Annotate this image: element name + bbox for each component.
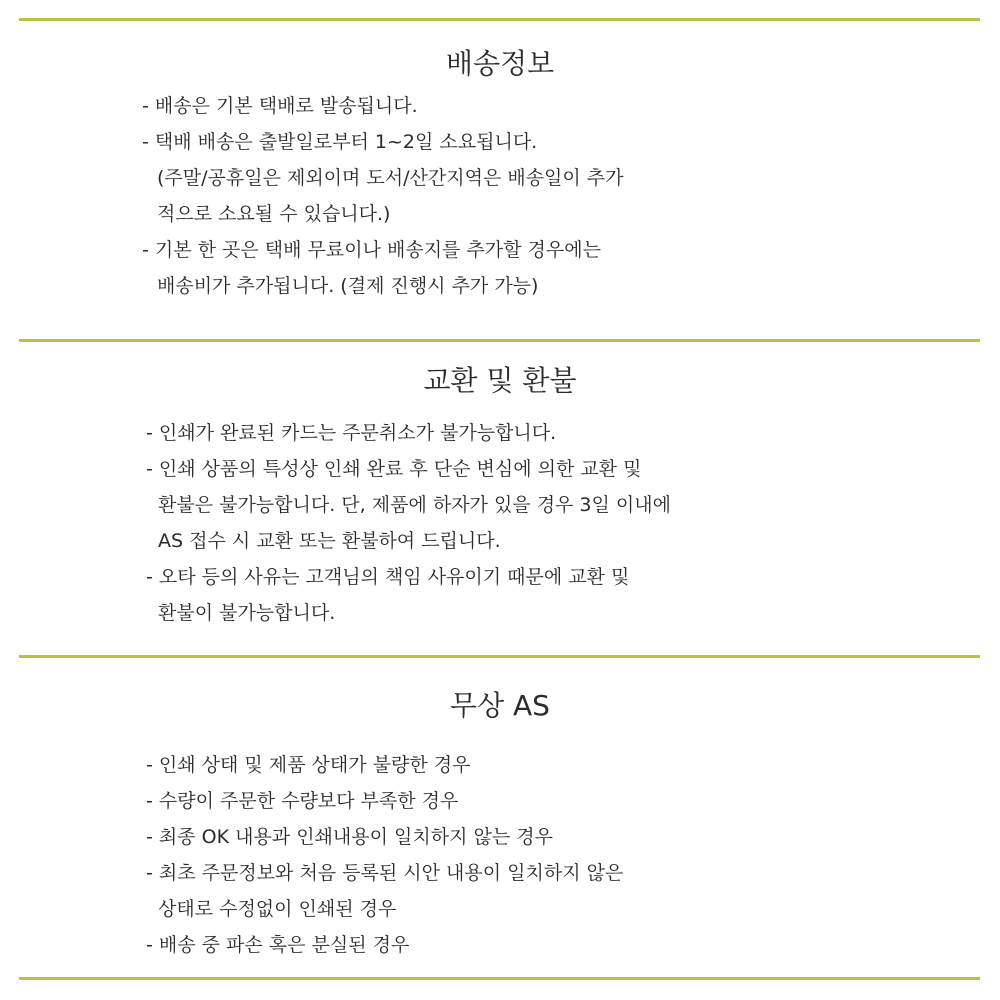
list-item xyxy=(142,124,624,232)
list-item xyxy=(146,747,623,783)
list-item-line: - 최종 OK 내용과 인쇄내용이 일치하지 않는 경우 xyxy=(146,826,553,848)
shipping-list xyxy=(142,88,624,304)
exchange-list xyxy=(146,415,671,631)
divider-top xyxy=(19,18,980,21)
divider-shipping-exchange xyxy=(19,339,980,342)
list-item-line: - 인쇄 상품의 특성상 인쇄 완료 후 단순 변심에 의한 교환 및 xyxy=(146,458,642,480)
list-item xyxy=(146,783,623,819)
list-item-line: 환불은 불가능합니다. 단, 제품에 하자가 있을 경우 3일 이내에 xyxy=(158,494,671,516)
list-item xyxy=(146,415,671,451)
list-item-line: (주말/공휴일은 제외이며 도서/산간지역은 배송일이 추가 xyxy=(157,167,624,189)
list-item-line: - 기본 한 곳은 택배 무료이나 배송지를 추가할 경우에는 xyxy=(142,239,601,261)
list-item-line: - 인쇄 상태 및 제품 상태가 불량한 경우 xyxy=(146,754,471,776)
list-item-line: - 배송은 기본 택배로 발송됩니다. xyxy=(142,95,418,117)
list-item xyxy=(146,927,623,963)
divider-bottom xyxy=(19,977,980,980)
list-item-line: - 최초 주문정보와 처음 등록된 시안 내용이 일치하지 않은 xyxy=(146,862,624,884)
list-item-line: - 택배 배송은 출발일로부터 1~2일 소요됩니다. xyxy=(142,131,538,153)
list-item-line: - 인쇄가 완료된 카드는 주문취소가 불가능합니다. xyxy=(146,422,557,444)
shipping-title: 배송정보 xyxy=(445,47,555,80)
list-item xyxy=(142,232,624,304)
list-item-line: - 배송 중 파손 혹은 분실된 경우 xyxy=(146,934,410,956)
list-item xyxy=(146,451,671,559)
list-item-line: 배송비가 추가됩니다. (결제 진행시 추가 가능) xyxy=(157,275,539,297)
list-item-line: 상태로 수정없이 인쇄된 경우 xyxy=(158,898,397,920)
list-item xyxy=(142,88,624,124)
list-item xyxy=(146,819,623,855)
list-item-line: - 수량이 주문한 수량보다 부족한 경우 xyxy=(146,790,459,812)
list-item-line: 환불이 불가능합니다. xyxy=(158,602,336,624)
exchange-title: 교환 및 환불 xyxy=(423,364,577,397)
list-item xyxy=(146,855,623,927)
list-item-line: AS 접수 시 교환 또는 환불하여 드립니다. xyxy=(158,530,501,552)
list-item-line: 적으로 소요될 수 있습니다.) xyxy=(157,203,391,225)
divider-exchange-as xyxy=(19,655,980,658)
free-as-title: 무상 AS xyxy=(450,689,550,722)
list-item-line: - 오타 등의 사유는 고객님의 책임 사유이기 때문에 교환 및 xyxy=(146,566,630,588)
free-as-list xyxy=(146,747,623,963)
list-item xyxy=(146,559,671,631)
